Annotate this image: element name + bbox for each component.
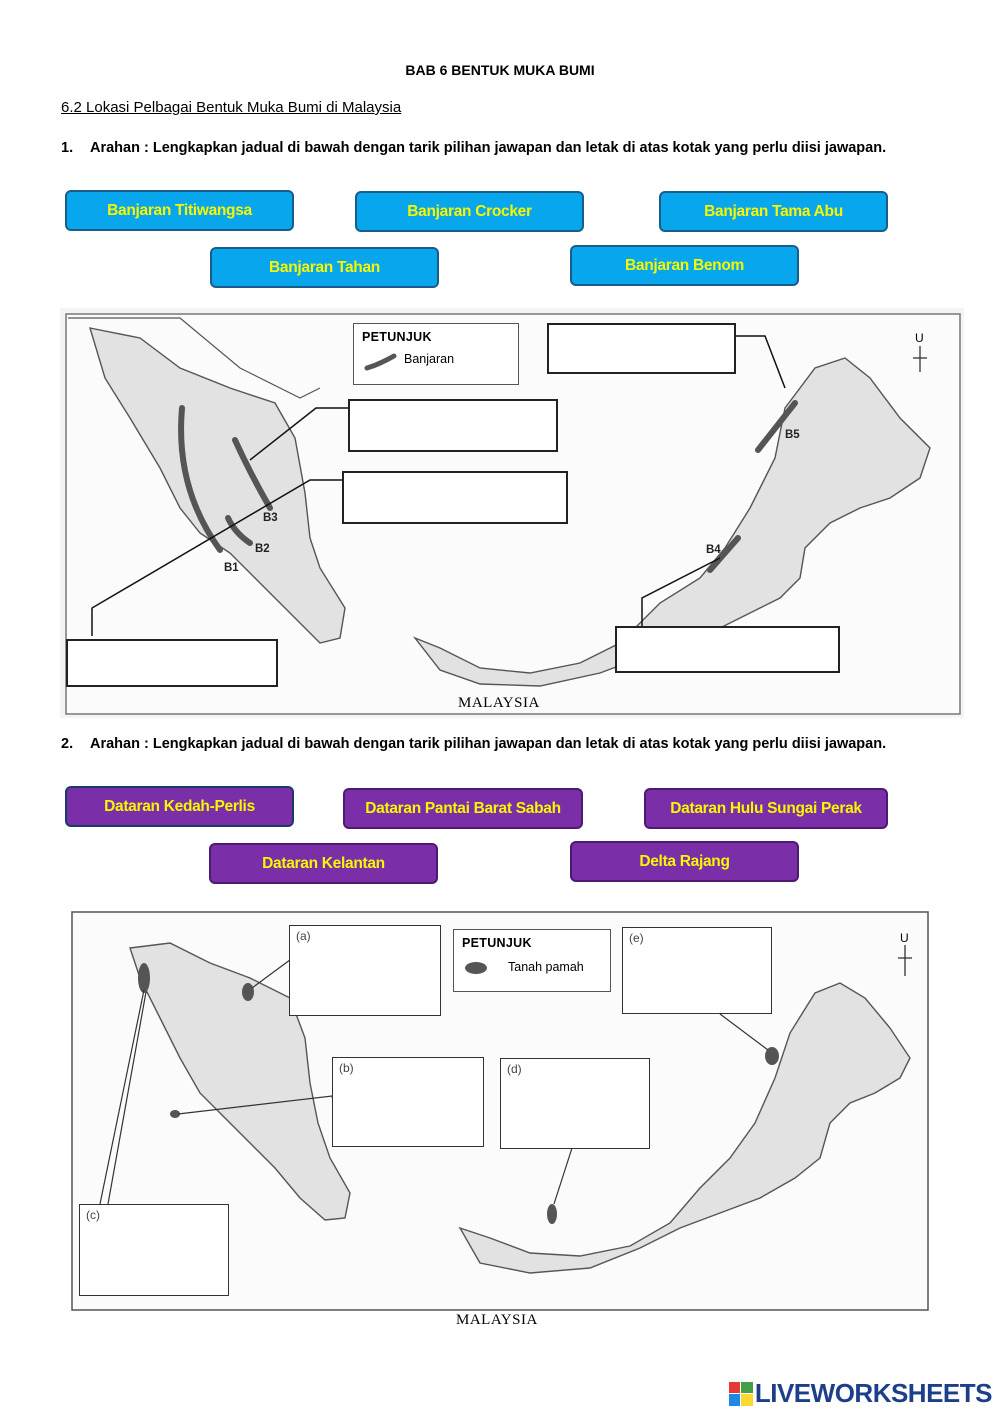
answer-box-a[interactable]	[289, 925, 441, 1016]
legend-ranges	[353, 323, 519, 385]
q2-text: Arahan : Lengkapkan jadual di bawah dengan tarik pilihan jawapan dan letak di atas kotak yang perlu diisi jawapan.	[90, 736, 887, 752]
option-banjaran-tahan[interactable]: Banjaran Tahan	[210, 247, 439, 288]
option-delta-rajang[interactable]: Delta Rajang	[570, 841, 799, 882]
compass-letter: U	[915, 331, 924, 345]
q1-text: Arahan : Lengkapkan jadual di bawah dengan tarik pilihan jawapan dan letak di atas kotak yang perlu diisi jawapan.	[90, 140, 887, 156]
option-dataran-hulu-sungai-perak[interactable]: Dataran Hulu Sungai Perak	[644, 788, 888, 829]
lowland-a	[242, 983, 254, 1001]
option-banjaran-crocker[interactable]: Banjaran Crocker	[355, 191, 584, 232]
legend-lowland-symbol	[462, 960, 492, 976]
compass-letter: U	[900, 931, 909, 945]
answer-box-b4[interactable]	[615, 626, 840, 673]
option-dataran-kelantan[interactable]: Dataran Kelantan	[209, 843, 438, 884]
liveworksheets-logo-icon	[729, 1382, 753, 1406]
q1-number: 1.	[61, 140, 74, 156]
q2-instruction	[61, 732, 941, 756]
label-b1: B1	[224, 562, 239, 574]
box-label-b: (b)	[339, 1061, 354, 1075]
map-ranges	[60, 308, 964, 718]
brand-text: LIVEWORKSHEETS	[754, 1378, 992, 1408]
option-dataran-kedah-perlis[interactable]: Dataran Kedah-Perlis	[65, 786, 294, 827]
answer-box-c[interactable]	[79, 1204, 229, 1296]
q1-instruction	[61, 136, 941, 160]
legend-plains	[453, 929, 611, 992]
map-caption: MALAYSIA	[458, 695, 540, 711]
answer-box-e[interactable]	[622, 927, 772, 1014]
legend-item: Banjaran	[404, 352, 455, 366]
answer-box-b3[interactable]	[348, 399, 558, 452]
legend-range-symbol	[364, 352, 398, 372]
answer-box-d[interactable]	[500, 1058, 650, 1149]
box-label-d: (d)	[507, 1062, 522, 1076]
map-caption: MALAYSIA	[456, 1312, 538, 1328]
label-b2: B2	[255, 543, 270, 555]
box-label-a: (a)	[296, 929, 311, 943]
section-subtitle: 6.2 Lokasi Pelbagai Bentuk Muka Bumi di Malaysia	[61, 99, 402, 116]
label-b5: B5	[785, 429, 800, 441]
answer-box-b2[interactable]	[342, 471, 568, 524]
page-title: BAB 6 BENTUK MUKA BUMI	[405, 62, 595, 78]
box-label-e: (e)	[629, 931, 644, 945]
label-b3: B3	[263, 512, 278, 524]
legend-item: Tanah pamah	[508, 960, 584, 974]
lowland-d	[547, 1204, 557, 1224]
answer-box-b[interactable]	[332, 1057, 484, 1147]
option-banjaran-benom[interactable]: Banjaran Benom	[570, 245, 799, 286]
option-banjaran-tama-abu[interactable]: Banjaran Tama Abu	[659, 191, 888, 232]
answer-box-b1[interactable]	[66, 639, 278, 687]
footer-branding	[729, 1378, 992, 1409]
q2-number: 2.	[61, 736, 74, 752]
legend-title: PETUNJUK	[362, 330, 432, 344]
lowland-c	[138, 963, 150, 993]
box-label-c: (c)	[86, 1208, 100, 1222]
answer-box-b5[interactable]	[547, 323, 736, 374]
map-plains	[60, 908, 940, 1328]
option-dataran-pantai-barat-sabah[interactable]: Dataran Pantai Barat Sabah	[343, 788, 583, 829]
label-b4: B4	[706, 544, 721, 556]
option-banjaran-titiwangsa[interactable]: Banjaran Titiwangsa	[65, 190, 294, 231]
legend-title: PETUNJUK	[462, 936, 532, 950]
